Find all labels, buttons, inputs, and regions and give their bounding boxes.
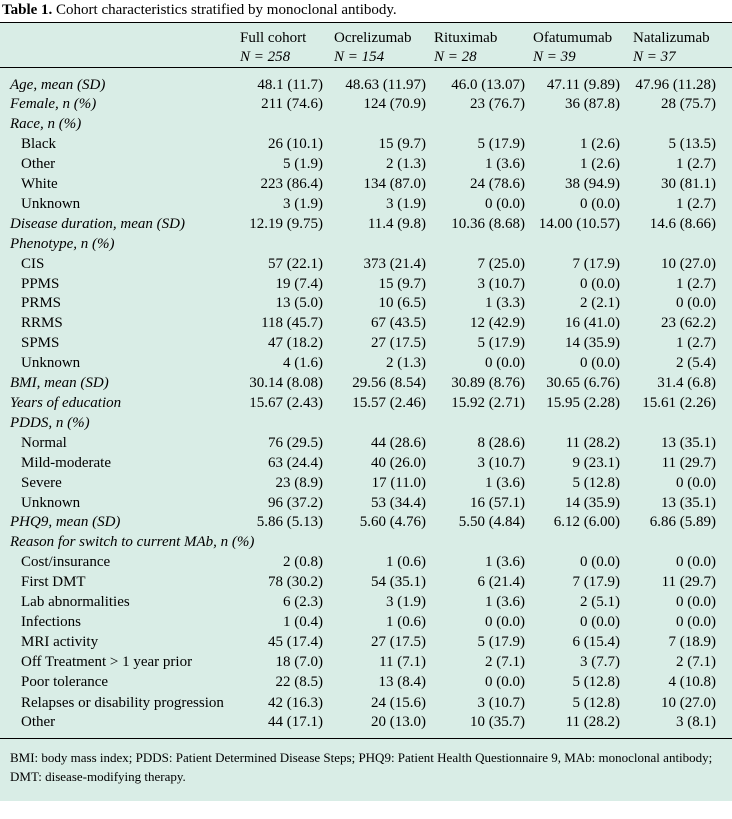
table-row xyxy=(0,76,732,96)
table-cell xyxy=(239,414,327,434)
table-cell: 6.86 (5.89) xyxy=(649,514,716,531)
table-cell: 44 (17.1) xyxy=(268,713,323,730)
table-cell: 13 (35.1) xyxy=(661,494,716,511)
table-cell: 48.1 (11.7) xyxy=(257,76,323,93)
table-cell xyxy=(625,235,732,255)
row-label: CIS xyxy=(21,255,45,272)
table-cell: 5 (17.9) xyxy=(477,633,525,650)
table-cell: 2 (5.4) xyxy=(676,355,716,372)
table-cell: 20 (13.0) xyxy=(371,713,426,730)
table-cell: 22 (8.5) xyxy=(275,673,323,690)
table-cell: 1 (2.6) xyxy=(580,136,620,153)
table-cell: 67 (43.5) xyxy=(371,315,426,332)
table-cell: 40 (26.0) xyxy=(371,454,426,471)
table-cell: 0 (0.0) xyxy=(580,613,620,630)
table-cell: 54 (35.1) xyxy=(371,574,426,591)
table-row xyxy=(0,513,732,533)
row-label: RRMS xyxy=(21,315,63,332)
table-row xyxy=(0,155,732,175)
row-label: Off Treatment > 1 year prior xyxy=(21,653,193,670)
table-cell: 13 (35.1) xyxy=(661,434,716,451)
table-cell: 15.92 (2.71) xyxy=(451,395,525,411)
table-row xyxy=(0,533,732,553)
table-cell: 211 (74.6) xyxy=(261,96,323,113)
table-cell: 57 (22.1) xyxy=(268,255,323,272)
table-cell: 2 (1.3) xyxy=(386,156,426,173)
row-label: Severe xyxy=(21,474,62,491)
table-cell: 12 (42.9) xyxy=(470,315,525,332)
column-header: Ocrelizumab N = 154 xyxy=(334,30,412,65)
table-cell: 4 (1.6) xyxy=(283,355,323,372)
table-cell: 7 (17.9) xyxy=(572,255,620,272)
table-cell: 6 (2.3) xyxy=(283,594,323,611)
column-header: Full cohort N = 258 xyxy=(240,30,307,65)
table-cell xyxy=(625,533,732,553)
table-caption xyxy=(0,0,732,22)
table-cell: 30.89 (8.76) xyxy=(451,375,525,392)
row-label: Unknown xyxy=(21,494,81,511)
table-cell: 24 (78.6) xyxy=(470,176,525,193)
table-cell: 15.61 (2.26) xyxy=(642,395,716,411)
table-cell: 45 (17.4) xyxy=(268,633,323,650)
table-row xyxy=(0,215,732,235)
table-cell: 16 (57.1) xyxy=(470,494,525,511)
table-cell: 47.11 (9.89) xyxy=(546,76,620,93)
table-cell: 3 (10.7) xyxy=(477,694,525,711)
table-cell: 36 (87.8) xyxy=(565,96,620,113)
table-cell: 1 (3.6) xyxy=(485,156,525,173)
column-header: Natalizumab N = 37 xyxy=(633,30,710,65)
row-label: Infections xyxy=(21,613,81,630)
table-cell: 15 (9.7) xyxy=(378,275,426,292)
table-cell xyxy=(525,414,625,434)
table-cell: 0 (0.0) xyxy=(676,295,716,312)
table-cell: 1 (3.6) xyxy=(485,554,525,571)
table-cell: 5 (1.9) xyxy=(283,156,323,173)
table-cell: 0 (0.0) xyxy=(676,613,716,630)
table-cell: 10 (35.7) xyxy=(470,713,525,730)
table-footnote: BMI: body mass index; PDDS: Patient Determined Disease Steps; PHQ9: Patient Health Questionnaire 9, MAb: monoclonal antibody; DMT: disease-modifying therapy. xyxy=(0,739,732,801)
table-row xyxy=(0,95,732,115)
table-cell: 17 (11.0) xyxy=(371,474,426,491)
table-cell: 15.67 (2.43) xyxy=(249,395,323,411)
table-cell: 5 (12.8) xyxy=(572,474,620,491)
table-row xyxy=(0,653,732,673)
table-cell: 10 (6.5) xyxy=(378,295,426,312)
row-label: Lab abnormalities xyxy=(21,594,130,611)
table-row xyxy=(0,314,732,334)
table-cell: 11 (29.7) xyxy=(661,454,716,471)
row-label: First DMT xyxy=(21,574,86,591)
table-row xyxy=(0,354,732,374)
table-cell: 26 (10.1) xyxy=(268,136,323,153)
table-row xyxy=(0,553,732,573)
table-cell xyxy=(239,115,327,135)
table-cell: 0 (0.0) xyxy=(485,673,525,690)
table-cell xyxy=(327,115,428,135)
table-cell: 0 (0.0) xyxy=(676,474,716,491)
table-cell: 78 (30.2) xyxy=(268,574,323,591)
table-cell: 223 (86.4) xyxy=(260,176,323,193)
table-row xyxy=(0,374,732,394)
table-cell: 2 (0.8) xyxy=(283,554,323,571)
table-cell: 16 (41.0) xyxy=(565,315,620,332)
table-cell: 18 (7.0) xyxy=(275,653,323,670)
table-cell: 30.14 (8.08) xyxy=(249,375,323,392)
table-row xyxy=(0,434,732,454)
table-cell: 2 (1.3) xyxy=(386,355,426,372)
table-cell xyxy=(525,115,625,135)
row-label: BMI, mean (SD) xyxy=(10,375,109,392)
table-cell: 6 (15.4) xyxy=(572,633,620,650)
table-cell: 3 (10.7) xyxy=(477,275,525,292)
table-cell: 7 (25.0) xyxy=(477,255,525,272)
table-cell: 63 (24.4) xyxy=(268,454,323,471)
table-cell: 1 (2.7) xyxy=(676,335,716,352)
table-cell: 46.0 (13.07) xyxy=(451,76,525,93)
table-cell: 0 (0.0) xyxy=(485,613,525,630)
table-cell: 11.4 (9.8) xyxy=(367,215,426,232)
table-row xyxy=(0,713,732,733)
table-cell xyxy=(625,414,732,434)
table-cell: 44 (28.6) xyxy=(371,434,426,451)
table-cell: 15 (9.7) xyxy=(378,136,426,153)
table-cell: 14.6 (8.66) xyxy=(649,215,716,232)
table-cell: 1 (2.6) xyxy=(580,156,620,173)
table-cell: 1 (3.6) xyxy=(485,474,525,491)
table-cell: 2 (7.1) xyxy=(485,653,525,670)
table-row xyxy=(0,334,732,354)
table-cell: 10 (27.0) xyxy=(661,694,716,711)
row-label: Other xyxy=(21,713,56,730)
table-cell: 30.65 (6.76) xyxy=(546,375,620,392)
table-cell: 12.19 (9.75) xyxy=(249,215,323,232)
table-row xyxy=(0,294,732,314)
table-row xyxy=(0,573,732,593)
row-label: Reason for switch to current MAb, n (%) xyxy=(10,534,255,551)
table-cell: 48.63 (11.97) xyxy=(345,76,426,93)
table-cell: 3 (1.9) xyxy=(386,195,426,212)
table-cell: 28 (75.7) xyxy=(661,96,716,113)
row-label: Normal xyxy=(21,434,67,451)
table-row xyxy=(0,394,732,414)
table-cell xyxy=(327,533,428,553)
row-label: PDDS, n (%) xyxy=(10,414,90,431)
table-cell: 11 (28.2) xyxy=(565,434,620,451)
table-cell: 1 (0.6) xyxy=(386,554,426,571)
table-cell: 118 (45.7) xyxy=(261,315,323,332)
table-cell: 0 (0.0) xyxy=(485,355,525,372)
table-cell: 8 (28.6) xyxy=(477,434,525,451)
table-cell: 373 (21.4) xyxy=(363,255,426,272)
table-cell: 1 (3.3) xyxy=(485,295,525,312)
table-cell: 2 (7.1) xyxy=(676,653,716,670)
table-cell xyxy=(428,533,525,553)
table-cell: 23 (62.2) xyxy=(661,315,716,332)
table-cell: 124 (70.9) xyxy=(363,96,426,113)
table-cell: 0 (0.0) xyxy=(676,554,716,571)
table-cell xyxy=(428,115,525,135)
caption-text: Cohort characteristics stratified by monoclonal antibody. xyxy=(56,2,397,18)
table-cell: 7 (17.9) xyxy=(572,574,620,591)
table-cell: 14 (35.9) xyxy=(565,335,620,352)
table-cell: 23 (76.7) xyxy=(470,96,525,113)
table-cell: 5 (12.8) xyxy=(572,694,620,711)
table-cell: 27 (17.5) xyxy=(371,633,426,650)
table-cell: 1 (3.6) xyxy=(485,594,525,611)
table-cell: 6 (21.4) xyxy=(477,574,525,591)
table-row xyxy=(0,693,732,713)
table-cell: 14 (35.9) xyxy=(565,494,620,511)
table-cell: 27 (17.5) xyxy=(371,335,426,352)
table-cell: 1 (2.7) xyxy=(676,275,716,292)
row-label: Unknown xyxy=(21,195,81,212)
table-cell: 0 (0.0) xyxy=(580,275,620,292)
table-row xyxy=(0,673,732,693)
table-cell: 15.57 (2.46) xyxy=(352,395,426,411)
table-cell xyxy=(428,414,525,434)
table-cell: 13 (5.0) xyxy=(275,295,323,312)
table-row xyxy=(0,135,732,155)
table-cell: 47 (18.2) xyxy=(268,335,323,352)
row-label: Unknown xyxy=(21,355,81,372)
table-row xyxy=(0,195,732,215)
header-row xyxy=(0,23,732,68)
table-cell: 3 (8.1) xyxy=(676,713,716,730)
table-cell: 6.12 (6.00) xyxy=(553,514,620,531)
row-label: Cost/insurance xyxy=(21,554,111,571)
table-cell: 10 (27.0) xyxy=(661,255,716,272)
table-cell: 3 (1.9) xyxy=(283,195,323,212)
table-cell: 13 (8.4) xyxy=(378,673,426,690)
row-label: PRMS xyxy=(21,295,62,312)
table-cell xyxy=(327,235,428,255)
row-label: Age, mean (SD) xyxy=(10,76,106,93)
table-panel xyxy=(0,22,732,801)
table-cell xyxy=(525,235,625,255)
table-row xyxy=(0,255,732,275)
table-cell: 5.50 (4.84) xyxy=(458,514,525,531)
table-cell: 1 (0.6) xyxy=(386,613,426,630)
row-label: Phenotype, n (%) xyxy=(10,235,115,252)
table-row xyxy=(0,235,732,255)
table-cell xyxy=(625,115,732,135)
row-label: PHQ9, mean (SD) xyxy=(10,514,121,531)
table-cell: 19 (7.4) xyxy=(275,275,323,292)
table-cell xyxy=(327,414,428,434)
table-cell: 30 (81.1) xyxy=(661,176,716,193)
table-cell: 47.96 (11.28) xyxy=(635,76,716,93)
table-row xyxy=(0,494,732,514)
table-cell: 42 (16.3) xyxy=(268,694,323,711)
table-cell xyxy=(428,235,525,255)
table-cell: 2 (5.1) xyxy=(580,594,620,611)
row-label: Female, n (%) xyxy=(10,96,97,113)
row-label: Years of education xyxy=(10,395,122,411)
table-cell: 5.86 (5.13) xyxy=(256,514,323,531)
table-cell: 3 (7.7) xyxy=(580,653,620,670)
cohort-table xyxy=(0,22,732,733)
column-header: Rituximab N = 28 xyxy=(434,30,498,65)
table-body xyxy=(0,68,732,733)
table-cell: 4 (10.8) xyxy=(668,673,716,690)
table-cell: 23 (8.9) xyxy=(275,474,323,491)
row-label: Poor tolerance xyxy=(21,673,109,690)
table-cell: 11 (7.1) xyxy=(379,653,426,670)
table-cell: 10.36 (8.68) xyxy=(451,215,525,232)
table-cell: 5 (17.9) xyxy=(477,136,525,153)
column-header: Ofatumumab N = 39 xyxy=(533,30,613,65)
table-cell xyxy=(525,533,625,553)
table-row xyxy=(0,275,732,295)
table-cell: 3 (10.7) xyxy=(477,454,525,471)
table-row xyxy=(0,175,732,195)
table-cell: 31.4 (6.8) xyxy=(657,375,716,392)
table-cell: 7 (18.9) xyxy=(668,633,716,650)
table-cell: 53 (34.4) xyxy=(371,494,426,511)
row-label: Black xyxy=(21,136,56,153)
row-label: SPMS xyxy=(21,335,60,352)
table-cell: 2 (2.1) xyxy=(580,295,620,312)
row-label: Other xyxy=(21,156,56,173)
table-cell: 5.60 (4.76) xyxy=(359,514,426,531)
row-label: Race, n (%) xyxy=(10,116,82,133)
caption-label: Table 1. xyxy=(2,2,53,18)
table-cell: 1 (0.4) xyxy=(283,613,323,630)
table-cell: 11 (28.2) xyxy=(565,713,620,730)
table-row xyxy=(0,454,732,474)
row-label: Disease duration, mean (SD) xyxy=(10,215,185,232)
row-label: White xyxy=(21,176,58,193)
table-cell: 5 (13.5) xyxy=(668,136,716,153)
table-row xyxy=(0,593,732,613)
table-cell: 9 (23.1) xyxy=(572,454,620,471)
table-row xyxy=(0,613,732,633)
table-cell: 96 (37.2) xyxy=(268,494,323,511)
row-label: Mild-moderate xyxy=(21,454,111,471)
table-cell: 14.00 (10.57) xyxy=(538,215,620,232)
table-cell: 1 (2.7) xyxy=(676,195,716,212)
table-cell: 1 (2.7) xyxy=(676,156,716,173)
table-cell xyxy=(239,235,327,255)
row-label: Relapses or disability progression xyxy=(21,694,224,711)
table-cell: 0 (0.0) xyxy=(485,195,525,212)
table-cell: 76 (29.5) xyxy=(268,434,323,451)
table-cell: 5 (12.8) xyxy=(572,673,620,690)
table-cell: 11 (29.7) xyxy=(661,574,716,591)
table-cell: 24 (15.6) xyxy=(371,694,426,711)
table-row xyxy=(0,115,732,135)
table-cell: 15.95 (2.28) xyxy=(546,395,620,411)
table-cell: 0 (0.0) xyxy=(676,594,716,611)
table-cell: 0 (0.0) xyxy=(580,195,620,212)
row-label: PPMS xyxy=(21,275,60,292)
table-row xyxy=(0,633,732,653)
table-cell: 0 (0.0) xyxy=(580,554,620,571)
table-cell: 0 (0.0) xyxy=(580,355,620,372)
table-row xyxy=(0,414,732,434)
table-row xyxy=(0,474,732,494)
table-cell: 38 (94.9) xyxy=(565,176,620,193)
table-cell: 29.56 (8.54) xyxy=(352,375,426,392)
table-cell: 3 (1.9) xyxy=(386,594,426,611)
row-label: MRI activity xyxy=(21,633,99,650)
table-cell: 5 (17.9) xyxy=(477,335,525,352)
table-cell: 134 (87.0) xyxy=(363,176,426,193)
header-label-cell xyxy=(0,23,239,68)
